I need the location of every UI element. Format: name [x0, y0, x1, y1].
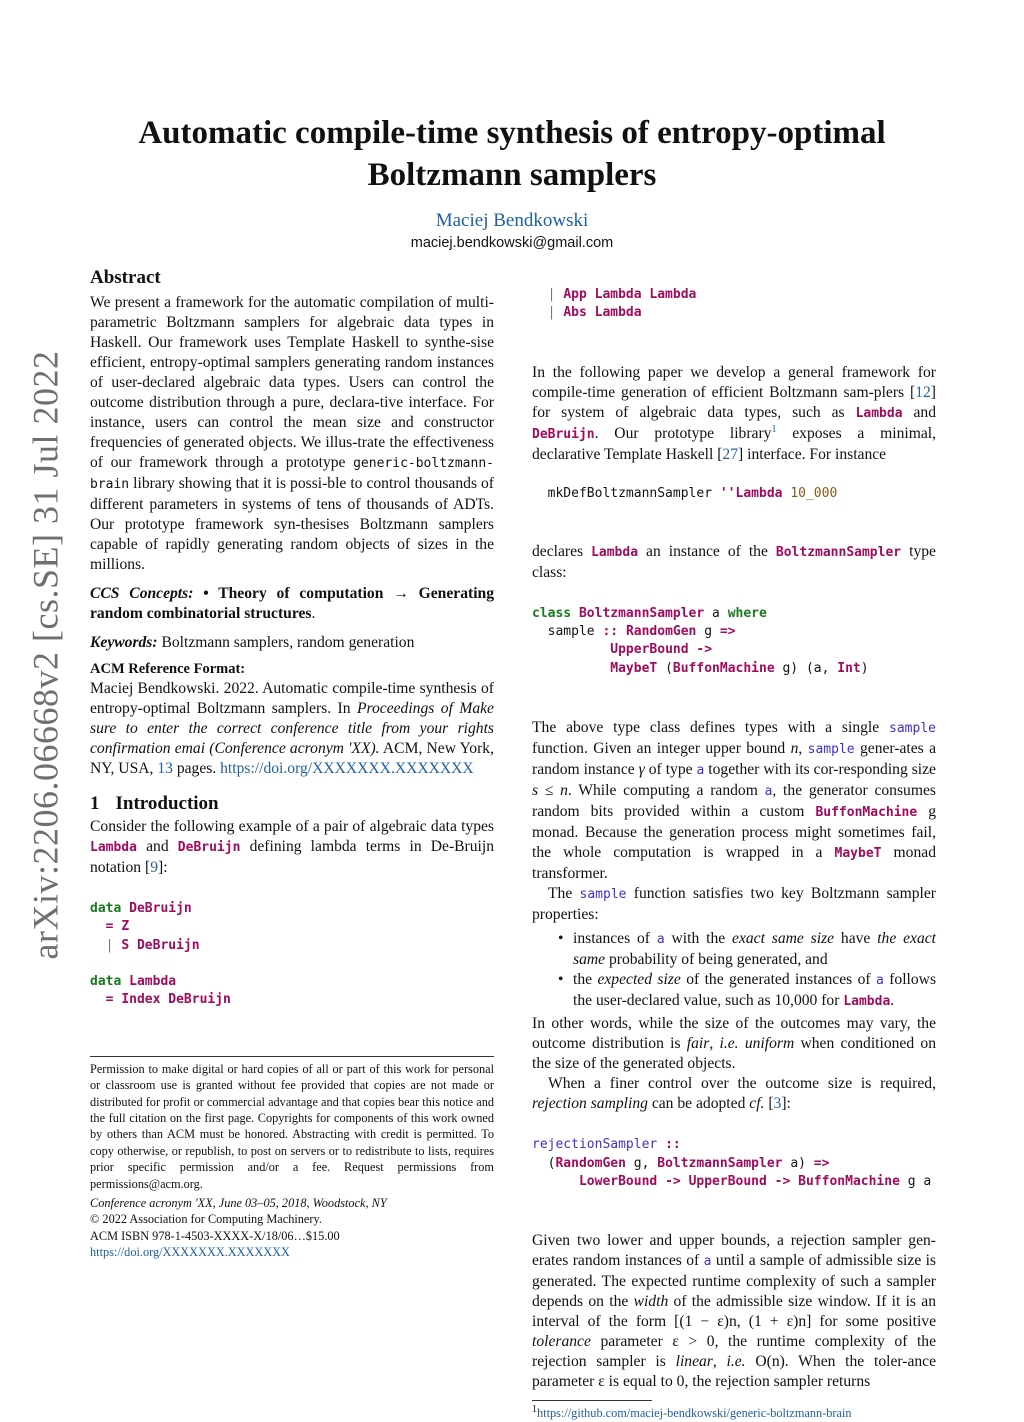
acm-reference-text	[90, 679, 494, 779]
rp3-text-j: monad transformer.	[532, 844, 936, 883]
rp7-text-c: of the admissible size window. If it is an interval of the form [(1 − ε)n, (1 + ε)n] for some positive	[532, 1293, 936, 1331]
rp6-text-a: When a finer control over the outcome size is required,	[548, 1075, 936, 1093]
code-block-datatypes	[90, 882, 494, 1046]
b2-code-lambda: Lambda	[843, 994, 891, 1010]
ccs-text: • Theory of computation → Generating random combinatorial structures	[90, 585, 494, 622]
code-equals-2: =	[105, 992, 114, 1008]
code-buffon: BuffonMachine	[672, 660, 775, 676]
code-lambda: Lambda	[90, 840, 137, 855]
conference-info: Conference acronym 'XX, June 03–05, 2018, Woodstock, NY	[90, 1195, 387, 1210]
code-data-keyword-2: data	[90, 973, 122, 989]
permission-notice: Permission to make digital or hard copies of all or part of this work for personal or classroom use is granted without fee provided that copies are not made or distributed for profit or commercial advantage and that copies bear this notice and the full citation on the first page. Copyrights for components of this work owned by others than ACM must be honored. Abstracting with credit is permitted. To copy otherwise, or republish, to post on servers or to redistribute to lists, requires prior specific permission and/or a fee. Request permissions from permissions@acm.org.	[90, 1061, 494, 1191]
rp3-code-buffon: BuffonMachine	[815, 805, 918, 821]
code-constructor-s: S DeBruijn	[121, 937, 200, 953]
right-column	[532, 268, 936, 1422]
arxiv-identifier: arXiv:2206.06668v2 [cs.SE] 31 Jul 2022	[25, 350, 65, 960]
b2-text-a: the	[573, 971, 593, 989]
rp3-math-gamma: γ	[638, 761, 645, 779]
author-email: maciej.bendkowski@gmail.com	[410, 235, 614, 251]
footnote-rule	[532, 1400, 652, 1401]
code-sample-fn: sample	[547, 624, 595, 640]
rp3-code-a-2: a	[764, 784, 773, 800]
b1-em-2: the exact same	[573, 930, 937, 969]
rp3-text-h: , the generator consumes random bits provided within a custom	[532, 782, 936, 821]
rp2-text-c: type class:	[532, 542, 936, 581]
rp7-text-d: parameter ε > 0, the runtime complexity of the rejection sampler is	[532, 1333, 936, 1371]
code-darrow: =>	[719, 624, 736, 640]
intro-paragraph	[90, 817, 494, 878]
rp2-text-b: an instance of the	[646, 542, 768, 560]
b1-text-a: instances of	[573, 930, 650, 948]
rp3-code-maybet: MaybeT	[834, 846, 882, 862]
code-rs-boltzmann: BoltzmannSampler	[657, 1155, 783, 1171]
footnote	[532, 1405, 936, 1421]
code-maybet: MaybeT	[610, 660, 658, 676]
code-sig-rest: g) (a,	[782, 660, 830, 676]
b2-text-b: of the generated instances of	[686, 971, 871, 989]
citation-3[interactable]: 3	[773, 1095, 782, 1113]
rp6-text-b: can be adopted	[651, 1095, 746, 1113]
right-paragraph-4	[532, 884, 936, 925]
rp7-text-a: Given two lower and upper bounds, a rejection sampler gen-erates random instances of	[532, 1232, 936, 1270]
rp3-text-b: function. Given an integer upper bound	[532, 740, 786, 758]
code-rs-dcolon: ::	[665, 1137, 681, 1153]
abstract-code-library: generic-boltzmann-brain	[90, 456, 494, 492]
rp3-code-a: a	[696, 763, 705, 779]
rp2-code-class: BoltzmannSampler	[775, 544, 902, 560]
rp7-em-tolerance: tolerance	[532, 1333, 591, 1351]
code-block-rejection	[532, 1118, 936, 1227]
rp6-text-c: [	[768, 1095, 774, 1113]
footer-rule	[90, 1056, 494, 1057]
code-rs-g: g,	[633, 1155, 650, 1171]
code-paren-open: (	[665, 660, 673, 676]
code-class-keyword: class	[532, 605, 572, 621]
ccs-concepts	[90, 584, 494, 624]
list-item	[573, 970, 936, 1012]
intro-text-b: defining lambda terms in De-Bruijn notation [	[90, 838, 495, 876]
code-constructor-abs: Abs Lambda	[563, 305, 642, 321]
b1-text-c: have	[840, 930, 871, 948]
acm-reference-heading: ACM Reference Format:	[90, 661, 246, 677]
rp5-text-c: when conditioned on the size of the generated objects.	[532, 1035, 936, 1073]
left-column	[90, 265, 494, 1261]
rp5-em-uniform: uniform	[744, 1035, 795, 1053]
arxiv-identifier-stamp	[20, 350, 70, 960]
acm-ref-text-1: Maciej Bendkowski. 2022. Automatic compile-time synthesis of entropy-optimal Boltzmann samplers. In	[90, 680, 494, 717]
rp7-em-ie: i.e.	[726, 1353, 746, 1371]
rp3-math-s-le-n: s ≤ n	[532, 782, 568, 800]
rp7-em-linear: linear	[675, 1353, 713, 1371]
rp7-code-a: a	[703, 1254, 712, 1270]
rp3-text-f: together with its cor-responding size	[708, 761, 936, 779]
code-pipe-app: |	[547, 287, 556, 303]
title-line-2: Boltzmann samplers	[367, 157, 657, 193]
footnote-marker-1[interactable]: 1	[771, 423, 777, 435]
code-rs-arrow-1: ->	[665, 1173, 681, 1189]
code-rs-arrow-2: ->	[774, 1173, 791, 1189]
footnote-url-link[interactable]: https://github.com/maciej-bendkowski/generic-boltzmann-brain	[537, 1406, 852, 1421]
code-constructor-app: App Lambda Lambda	[563, 287, 697, 303]
rp1-text-b: ] for system of algebraic data types, such as	[532, 383, 936, 421]
keywords-label: Keywords:	[90, 634, 158, 651]
code-paren-close: )	[860, 660, 869, 676]
keywords-text: Boltzmann samplers, random generation	[161, 634, 415, 651]
abstract-heading: Abstract	[90, 267, 161, 288]
acm-ref-text-2: ACM, New York, NY, USA,	[90, 740, 494, 777]
rp5-text-a: In other words, while the size of the outcomes may vary, the outcome distribution is	[532, 1015, 936, 1053]
rp7-comma: ,	[712, 1353, 717, 1371]
rp1-code-debruijn: DeBruijn	[532, 426, 595, 442]
abstract-paragraph	[90, 293, 494, 575]
right-paragraph-6	[532, 1074, 936, 1114]
introduction-heading	[90, 791, 494, 817]
b2-em: expected size	[597, 971, 681, 989]
code-rs-a: a)	[790, 1155, 806, 1171]
rp5-comma: ,	[709, 1035, 714, 1053]
code-rejection-fn: rejectionSampler	[532, 1137, 658, 1153]
b1-text-b: with the	[671, 930, 726, 948]
code-pipe: |	[105, 937, 114, 953]
citation-9[interactable]: 9	[150, 859, 158, 876]
right-paragraph-7	[532, 1231, 936, 1392]
code-type-lambda: Lambda	[129, 973, 177, 989]
rp6-em-cf: cf.	[749, 1095, 765, 1113]
isbn-line: ACM ISBN 978-1-4503-XXXX-X/18/06…$15.00	[90, 1228, 340, 1243]
keywords	[90, 633, 494, 653]
list-item	[573, 929, 936, 970]
b1-em-1: exact same size	[732, 930, 835, 948]
rp4-text-b: function satisfies two key Boltzmann sampler properties:	[532, 885, 936, 924]
title-line-1: Automatic compile-time synthesis of entropy-optimal	[138, 115, 886, 151]
rp3-math-n: n	[790, 740, 799, 758]
section-title: Introduction	[115, 793, 219, 814]
code-class-var: a	[712, 605, 720, 621]
code-rs-paren: (	[547, 1155, 556, 1171]
rp5-em-fair: fair	[686, 1035, 710, 1053]
rp6-em-rejection: rejection sampling	[532, 1095, 648, 1113]
code-dcolon: ::	[602, 624, 619, 640]
rp3-comma: ,	[798, 740, 803, 758]
code-block-class	[532, 587, 936, 714]
code-rs-upperbound: UpperBound	[688, 1173, 767, 1189]
intro-text-and: and	[146, 838, 169, 855]
ccs-label: CCS Concepts:	[90, 585, 194, 602]
acm-ref-proceedings: Proceedings of Make sure to enter the correct conference title from your rights confirmation emai (Conference acronym 'XX).	[90, 700, 494, 757]
acm-ref-pages-link[interactable]: 13	[157, 760, 173, 777]
rp3-text-e: of type	[648, 761, 693, 779]
section-number: 1	[90, 793, 100, 814]
rp4-code-sample: sample	[579, 887, 627, 903]
citation-12[interactable]: 12	[915, 383, 931, 401]
abstract-text-rest: library showing that it is possi-ble to control thousands of different parameters in systems of tens of thousands of ADTs. Our prototype framework syn-thesises Boltzmann samplers capable of rapidly generating random objects of sizes in the millions.	[90, 475, 495, 573]
rp4-text-a: The	[548, 885, 573, 903]
rp1-text-and: and	[913, 403, 936, 421]
rp3-code-sample: sample	[889, 721, 936, 737]
right-paragraph-1	[532, 363, 936, 465]
footnote-number: 1	[532, 1404, 537, 1416]
b1-text-d: probability of being generated, and	[608, 951, 828, 969]
properties-list	[532, 929, 936, 1012]
code-class-name: BoltzmannSampler	[578, 605, 705, 621]
rp3-text-d: gener-ates a random instance	[532, 740, 937, 779]
code-pipe-abs: |	[547, 305, 556, 321]
code-type-debruijn: DeBruijn	[129, 901, 192, 917]
code-block-mkdef	[532, 467, 936, 540]
citation-27[interactable]: 27	[722, 445, 739, 463]
right-paragraph-5	[532, 1014, 936, 1074]
b2-code-a: a	[876, 973, 884, 989]
b2-text-c: follows the user-declared value, such as 10,000 for	[573, 971, 937, 1010]
rp3-text-g: . While computing a random	[567, 782, 758, 800]
rp5-em-ie: i.e.	[719, 1035, 739, 1053]
footer-doi-link[interactable]: https://doi.org/XXXXXXX.XXXXXXX	[90, 1245, 290, 1260]
code-constructor-z: Z	[121, 919, 130, 935]
b1-code-a: a	[656, 932, 665, 948]
rp3-text-i: g monad. Because the generation process might sometimes fail, the whole computation is wrapped in a	[532, 803, 937, 862]
rp7-em-width: width	[633, 1293, 669, 1311]
code-rs-darrow: =>	[813, 1155, 830, 1171]
code-mkdef: mkDefBoltzmannSampler	[547, 486, 713, 502]
abstract-text: We present a framework for the automatic compilation of multi-parametric Boltzmann samplers for algebraic data types in Haskell. Our framework uses Template Haskell to synthe-sise efficient, entropy-optimal samplers generating random instances of user-declared algebraic data types. Users can control the outcome distribution through a pure, declara-tive interface. For instance, users can control the mean size and constructor frequencies of generated objects. We illus-trate the effectiveness of our framework through a prototype	[90, 294, 494, 471]
code-g-var: g	[704, 624, 713, 640]
code-number: 10_000	[790, 486, 838, 502]
rp1-text-d: exposes a minimal, declarative Template Haskell [	[532, 424, 936, 463]
acm-ref-text-3: pages.	[176, 760, 217, 777]
code-arrow: ->	[696, 642, 713, 658]
rp2-text-a: declares	[532, 542, 584, 560]
ccs-end: .	[311, 605, 316, 622]
rp6-text-d: ]:	[781, 1095, 791, 1113]
paper-title	[80, 112, 944, 196]
acm-ref-doi-link[interactable]: https://doi.org/XXXXXXX.XXXXXXX	[220, 760, 474, 777]
rp3-text-a: The above type class defines types with a single	[532, 719, 880, 737]
right-paragraph-2	[532, 542, 936, 583]
code-rs-buffon: BuffonMachine	[798, 1173, 900, 1189]
rp3-code-sample-2: sample	[807, 742, 855, 758]
code-int: Int	[837, 660, 861, 676]
code-rs-lowerbound: LowerBound	[578, 1173, 658, 1189]
code-rs-ga: g a	[907, 1173, 932, 1189]
rp1-text-a: In the following paper we develop a general framework for compile-time generation of efficient Boltzmann sam-plers [	[532, 363, 936, 401]
code-where-keyword: where	[727, 605, 767, 621]
code-block-datatypes-cont	[532, 268, 936, 359]
intro-text-c: ]:	[158, 859, 168, 876]
b2-text-d: .	[890, 992, 895, 1010]
code-constructor-index: Index DeBruijn	[121, 992, 231, 1008]
intro-text-a: Consider the following example of a pair of algebraic data types	[90, 818, 494, 835]
code-randomgen: RandomGen	[625, 624, 697, 640]
copyright-line: © 2022 Association for Computing Machinery.	[90, 1212, 322, 1227]
rp7-text-f: O(n). When the toler-ance parameter ε is equal to 0, the rejection sampler returns	[532, 1353, 936, 1391]
rp1-text-c: . Our prototype library	[594, 424, 772, 442]
code-rs-randomgen: RandomGen	[555, 1155, 626, 1171]
code-data-keyword: data	[90, 901, 122, 917]
rp2-code-lambda: Lambda	[591, 544, 639, 560]
code-debruijn: DeBruijn	[177, 840, 241, 855]
rp7-text-b: until a sample of admissible size is generated. The expected runtime complexity of such a sampler depends on the	[532, 1252, 936, 1311]
rp1-code-lambda: Lambda	[855, 405, 903, 421]
rp1-text-e: ] interface. For instance	[738, 445, 887, 463]
author-name[interactable]: Maciej Bendkowski	[435, 210, 589, 231]
code-equals: =	[105, 919, 114, 935]
code-quote-lambda: ''Lambda	[719, 486, 783, 502]
code-upperbound: UpperBound	[610, 642, 689, 658]
right-paragraph-3	[532, 718, 936, 884]
